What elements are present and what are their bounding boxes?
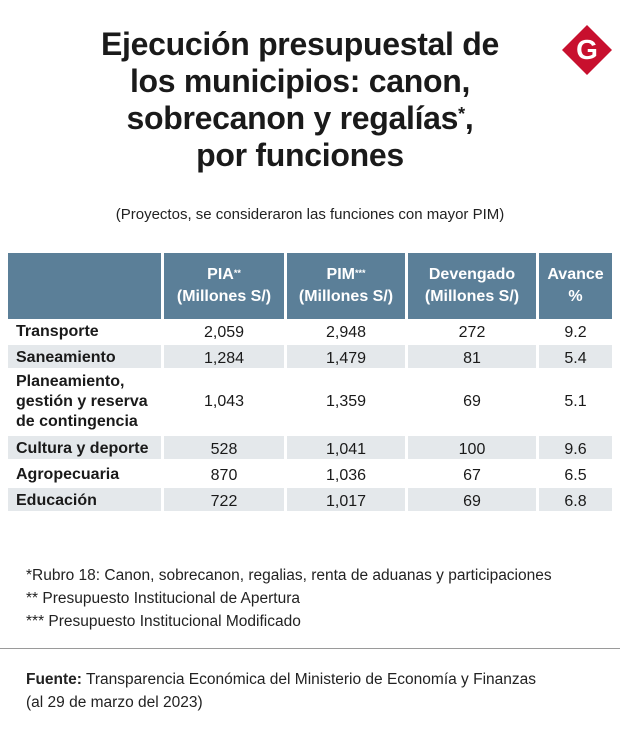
cell-pia: 722 (164, 488, 287, 514)
cell-avance: 6.5 (539, 462, 612, 488)
header-pia (164, 253, 287, 319)
header-pim (287, 253, 408, 319)
header-pia-unit: (Millones S/) (176, 288, 272, 305)
source-text: Transparencia Económica del Ministerio de Economía y Finanzas (86, 671, 536, 688)
row-label (8, 371, 164, 436)
cell-pim: 1,479 (287, 345, 408, 371)
source (26, 668, 606, 714)
row-label: Saneamiento (8, 345, 164, 371)
header-avance-label: Avance (547, 266, 604, 283)
cell-avance: 9.6 (539, 436, 612, 462)
title-line-3 (60, 100, 540, 137)
row-label: Cultura y deporte (8, 436, 164, 462)
page-title (60, 26, 540, 174)
title-line-1: Ejecución presupuestal de (101, 26, 499, 62)
title-comma: , (464, 100, 474, 136)
logo-letter: G (576, 34, 598, 65)
cell-devengado: 100 (408, 436, 539, 462)
row-label: Transporte (8, 319, 164, 345)
cell-devengado: 69 (408, 488, 539, 514)
footnote-rubro: *Rubro 18: Canon, sobrecanon, regalias, renta de aduanas y participaciones (26, 567, 552, 584)
source-date: (al 29 de marzo del 2023) (26, 694, 203, 711)
footnote-pim: *** Presupuesto Institucional Modificado (26, 613, 301, 630)
footnotes (26, 564, 552, 633)
title-line-3-text: sobrecanon y regalías (126, 100, 459, 136)
cell-devengado: 272 (408, 319, 539, 345)
cell-pim: 1,359 (287, 371, 408, 436)
cell-pia: 2,059 (164, 319, 287, 345)
cell-devengado: 67 (408, 462, 539, 488)
cell-avance: 9.2 (539, 319, 612, 345)
cell-avance: 5.1 (539, 371, 612, 436)
cell-pia: 1,043 (164, 371, 287, 436)
budget-table (8, 253, 612, 514)
cell-pim: 1,017 (287, 488, 408, 514)
table-row (8, 371, 612, 436)
table-row (8, 462, 612, 488)
source-label: Fuente: (26, 671, 82, 688)
row-label: Educación (8, 488, 164, 514)
cell-devengado: 81 (408, 345, 539, 371)
row-label-line-1: Planeamiento, (16, 373, 125, 390)
header-function (8, 253, 164, 319)
subtitle: (Proyectos, se consideraron las funciones con mayor PIM) (115, 206, 505, 223)
header-pia-label: PIA (207, 266, 234, 283)
table-row (8, 488, 612, 514)
cell-pim: 1,036 (287, 462, 408, 488)
title-line-2: los municipios: canon, (129, 63, 471, 99)
title-line-4: por funciones (196, 137, 404, 173)
cell-pim: 1,041 (287, 436, 408, 462)
header-pia-mark: ** (233, 268, 241, 278)
header-devengado-unit: (Millones S/) (424, 288, 520, 305)
cell-devengado: 69 (408, 371, 539, 436)
table-row (8, 319, 612, 345)
header-pim-unit: (Millones S/) (298, 288, 394, 305)
cell-pia: 1,284 (164, 345, 287, 371)
table-header-row (8, 253, 612, 319)
table-row (8, 345, 612, 371)
header-pim-mark: *** (354, 268, 366, 278)
header-avance (539, 253, 612, 319)
divider (0, 648, 620, 649)
row-label-line-2: gestión y reserva (16, 393, 148, 410)
header-avance-unit: % (568, 288, 583, 305)
gestion-logo (561, 24, 613, 76)
table-row (8, 436, 612, 462)
row-label: Agropecuaria (8, 462, 164, 488)
footnote-pia: ** Presupuesto Institucional de Apertura (26, 590, 301, 607)
header-pim-label: PIM (326, 266, 355, 283)
header-devengado (408, 253, 539, 319)
header-devengado-label: Devengado (428, 266, 516, 283)
cell-pim: 2,948 (287, 319, 408, 345)
title-asterisk: * (458, 104, 465, 124)
cell-pia: 528 (164, 436, 287, 462)
cell-avance: 5.4 (539, 345, 612, 371)
row-label-line-3: de contingencia (16, 413, 138, 430)
cell-avance: 6.8 (539, 488, 612, 514)
cell-pia: 870 (164, 462, 287, 488)
